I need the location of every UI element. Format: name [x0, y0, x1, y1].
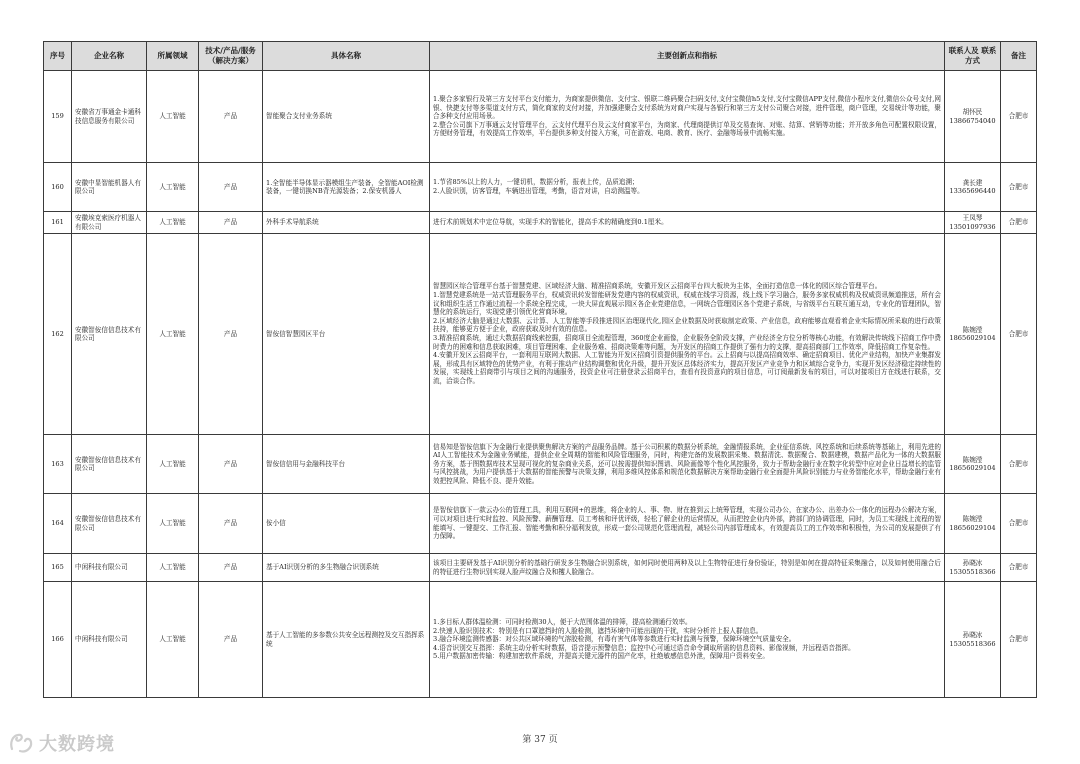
- table-row: [44, 554, 1037, 582]
- row-seq: 165: [44, 554, 72, 582]
- row-innovation: 进行术前规划术中定位导航，实现手术的智能化，提高手术的精确度到0.1厘米。: [430, 212, 945, 234]
- row-company: 中闲科技有限公司: [72, 582, 147, 698]
- row-name: 智能聚合支付业务系统: [263, 71, 430, 163]
- header-tech: 技术/产品/服务 （解决方案）: [199, 42, 263, 71]
- row-name: 智侒信信用与金融科技平台: [263, 435, 430, 494]
- row-company: 安徽智侒信信息技术有限公司: [72, 494, 147, 554]
- row-tech: 产品: [199, 71, 263, 163]
- table-row: [44, 71, 1037, 163]
- row-innovation: 信易知是智侒信旗下为金融行业提供聚焦解决方案的产品服务品牌。基于公司积累的数据分析系统，金融情报系统，企业征信系统、风控系统和后续系统等基础上，利用先进的AI人工智能技术为金融业务赋能，提供企业全周期的智能和风险管理服务，同时，构建完备的发展数据采集、数据清洗、数据聚合、数据建模，数据产品化为一体的大数据服务方案，基于图数据库技术呈现可视化的复杂商业关系，还可以按需提供知识图谱、风险画像等个性化风控服务，致力于帮助金融行业在数字化转型中应对企业日益增长的监管与风控挑战，为用户提供基于大数据的智能预警与决策支撑，利用多维风控体系和规范化数据解决方案帮助金融行业全面提升风险识别能力与业务智能化水平，帮助金融行业有效把控风险、降低不良、提升效能。: [430, 435, 945, 494]
- row-tech: 产品: [199, 212, 263, 234]
- row-innovation: 1.聚合多家银行及第三方支付平台支付能力，为商家提供微信、支付宝、银联二维码聚合扫码支付,支付宝微信h5支付,支付宝微信APP支付,微信小程序支付,微信公众号支付,网银、快捷支付等多渠道支付方式，简化商家的支付对接，并加强建聚合支付系统为对商户实现与各银行和第三方支付公司聚合对接，进件管理，商户管理，交易统计等功能，聚合多种支付应用场景。 2.整合公司旗下万事通云支付管理平台，云支付代理平台及云支付商家平台，为商家、代理商提供订单及交易查询、对账、结算、营销等功能；并开放多角色可配置权限设置，方便财务管理，有效提高工作效率，平台提供多种支付接入方案，可在游戏、电商、教育、医疗、金融等场景中流畅实施。: [430, 71, 945, 163]
- row-remark: 合肥市: [1001, 435, 1037, 494]
- header-company: 企业名称: [72, 42, 147, 71]
- row-innovation: 是智侒信旗下一款云办公的管理工具，利用互联网+的思维，将企业的人、事、物、财在推到云上统筹管理，实现公司办公，在家办公、出差办公一体化的远程办公解决方案，可以对项目进行实时监控、风险预警、薪酬管理、员工考核和评优评级，轻松了解企业的运营情况，从而把控企业内外部，跨部门的协调管理，同时，为员工实现线上流程的智能填写、一键提交、工作汇报、智能考勤和积分福利发放，形成一套公司规范化管理流程，减轻公司内部管理成本，有效提高员工的工作效率和积极性，为公司的发展提供了有力保障。: [430, 494, 945, 554]
- header-innovation: 主要创新点和指标: [430, 42, 945, 71]
- table-row: [44, 163, 1037, 212]
- row-name: 侒小信: [263, 494, 430, 554]
- row-contact: 孙晓冰 15305518366: [945, 582, 1001, 698]
- watermark-logo-icon: [8, 731, 34, 755]
- header-seq: 序号: [44, 42, 72, 71]
- watermark: [8, 730, 115, 756]
- header-field: 所属领域: [147, 42, 199, 71]
- row-name: 1.全智能半导体显示器模组生产装备，全智能AOI检测装备，一键切换NB背光源装备；2.保安机器人: [263, 163, 430, 212]
- row-remark: 合肥市: [1001, 71, 1037, 163]
- row-seq: 164: [44, 494, 72, 554]
- row-field: 人工智能: [147, 494, 199, 554]
- row-contact: 陈婉滢 18656029104: [945, 494, 1001, 554]
- row-company: 安徽智侒信信息技术有限公司: [72, 234, 147, 435]
- row-seq: 159: [44, 71, 72, 163]
- table-row: [44, 435, 1037, 494]
- watermark-text: 大数跨境: [39, 734, 115, 755]
- row-company: 安徽智侒信信息技术有限公司: [72, 435, 147, 494]
- row-contact: 龚长建 13365696440: [945, 163, 1001, 212]
- row-seq: 163: [44, 435, 72, 494]
- header-contact: 联系人及 联系方式: [945, 42, 1001, 71]
- row-company: 安徽埃克索医疗机器人有限公司: [72, 212, 147, 234]
- row-contact: 陈婉滢 18656029104: [945, 234, 1001, 435]
- row-remark: 合肥市: [1001, 234, 1037, 435]
- row-remark: 合肥市: [1001, 554, 1037, 582]
- table-row: [44, 494, 1037, 554]
- row-innovation: 智慧园区综合管理平台基于智慧党建、区域经济大脑、精准招商系统，安徽开发区云招商平台四大板块为主体，全面打造信息一体化的园区综合管理平台。 1.智慧党建系统是一站式管理服务平台，权威资讯转发智能研发党建内容的权威资讯，权威在线学习资源，线上线下学习融合，服务多家权威机构及权威资讯频道推送，所有会议和组织生活工作通过流程一个系统全程完成，一块大屏直观展示园区各企业党建信息，一网统合管理园区各个党建子系统，与省级平台互联互通互动，专业化的管理团队，智慧化的系统运行，实现党建引领优化营商环境。 2.区域经济大脑是通过大数据、云计算、人工智能等手段推进园区治理现代化,园区企业数据及时获取制定政策、产业信息，政府能够直观看着企业实际情况所采取的进行政策扶持，能够更方便于企业，政府获取及时有效的信息。 3.精准招商系统，通过大数据招商线索挖掘，招商项目全流程管理，360度企业画像，企业服务全阶段支撑，产业经济全方位分析等核心功能，有效解决传统线下招商工作中费时费力的困难和信息获取困难，项目管理困难、企业服务难、招商决策难等问题，为开发区的招商工作提供了强有力的支撑，提高招商部门工作效率，降低招商工作复杂性。 4.安徽开发区云招商平台，一套利用互联网大数据、人工智能为开发区招商引资提供服务的平台。云上招商与以提高招商效率、确定招商项目、优化产业结构，加快产业集群发展，形成具有区域特色的优势产业，有利于推动产业结构调整和优化升级，提升开发区总体经济实力，提高开发区产业竞争力和区域综合竞争力，实现开发区经济稳定持续性的发展，实现线上招商带引与项目之间的沟通服务，投资企业可注册登录云招商平台，查看有投资意向的项目信息，可订阅最新发布的项目，可以对接项目方在线进行联系，交流，洽谈合作。: [430, 234, 945, 435]
- row-contact: 王凤琴 13501097936: [945, 212, 1001, 234]
- header-name: 具体名称: [263, 42, 430, 71]
- row-tech: 产品: [199, 554, 263, 582]
- row-field: 人工智能: [147, 212, 199, 234]
- row-field: 人工智能: [147, 582, 199, 698]
- row-name: 基于AI识别分析的多生物融合识别系统: [263, 554, 430, 582]
- row-company: 中闲科技有限公司: [72, 554, 147, 582]
- row-tech: 产品: [199, 494, 263, 554]
- row-field: 人工智能: [147, 435, 199, 494]
- row-field: 人工智能: [147, 234, 199, 435]
- row-field: 人工智能: [147, 554, 199, 582]
- row-tech: 产品: [199, 435, 263, 494]
- row-innovation: 该项目主要研发基于AI识别分析的基础行研发多生物融合识别系统，如何同时使用两种及以上生物特征进行身份验证，特别是如何在提高特征采集融合，以及如何使用融合后的特征进行生物识别实现人脸声纹融合及和攫人脸融合。: [430, 554, 945, 582]
- row-company: 安徽中显智能机器人有限公司: [72, 163, 147, 212]
- row-contact: 陈婉滢 18656029104: [945, 435, 1001, 494]
- enterprise-table: [43, 41, 1037, 698]
- row-tech: 产品: [199, 582, 263, 698]
- row-innovation: 1.多目标人群体温检测：可同时检测30人，便于大范围体温的排筛，提高检测通行效率。 2.快速人脸识别技术：特别是有口罩遮挡时的人脸检测，遮挡环境中可能出现的干扰，实时分析并上报人群信息。 3.融合环境监测传感器：对公共区域环境的气溶胶检测，有毒有害气体等参数进行实时监测与预警，保障环境空气质量安全。 4.语音识别交互指挥：系统主动分析实时数据，语音提示预警信息；监控中心可通过语音命令调取所需的信息资料、影像视频，并远程语音指挥。 5.用户数据加密传输：构建加密软件系统，并提高关键元器件的国产化率，杜绝敏感信息外泄，保障用户资料安全。: [430, 582, 945, 698]
- table-row: [44, 212, 1037, 234]
- row-name: 智侒信智慧园区平台: [263, 234, 430, 435]
- row-remark: 合肥市: [1001, 494, 1037, 554]
- table-row: [44, 582, 1037, 698]
- row-seq: 166: [44, 582, 72, 698]
- header-remark: 备注: [1001, 42, 1037, 71]
- row-name: 外科手术导航系统: [263, 212, 430, 234]
- table-header-row: [44, 42, 1037, 71]
- row-remark: 合肥市: [1001, 163, 1037, 212]
- row-seq: 160: [44, 163, 72, 212]
- row-tech: 产品: [199, 234, 263, 435]
- row-name: 基于人工智能的多参数公共安全远程测控及交互指挥系统: [263, 582, 430, 698]
- row-company: 安徽省万事通金卡通科技信息服务有限公司: [72, 71, 147, 163]
- row-remark: 合肥市: [1001, 212, 1037, 234]
- row-contact: 胡怀民 13866754040: [945, 71, 1001, 163]
- row-contact: 孙晓冰 15305518366: [945, 554, 1001, 582]
- row-seq: 161: [44, 212, 72, 234]
- table-row: [44, 234, 1037, 435]
- row-innovation: 1.节省85%以上的人力，一键切机，数据分析，报表上传，品质追溯； 2.人脸识别，访客管理，车辆进出管理，考勤，语音对讲，自动测温等。: [430, 163, 945, 212]
- row-field: 人工智能: [147, 71, 199, 163]
- row-seq: 162: [44, 234, 72, 435]
- row-remark: 合肥市: [1001, 582, 1037, 698]
- row-tech: 产品: [199, 163, 263, 212]
- page-number: 第 37 页: [522, 735, 558, 745]
- row-field: 人工智能: [147, 163, 199, 212]
